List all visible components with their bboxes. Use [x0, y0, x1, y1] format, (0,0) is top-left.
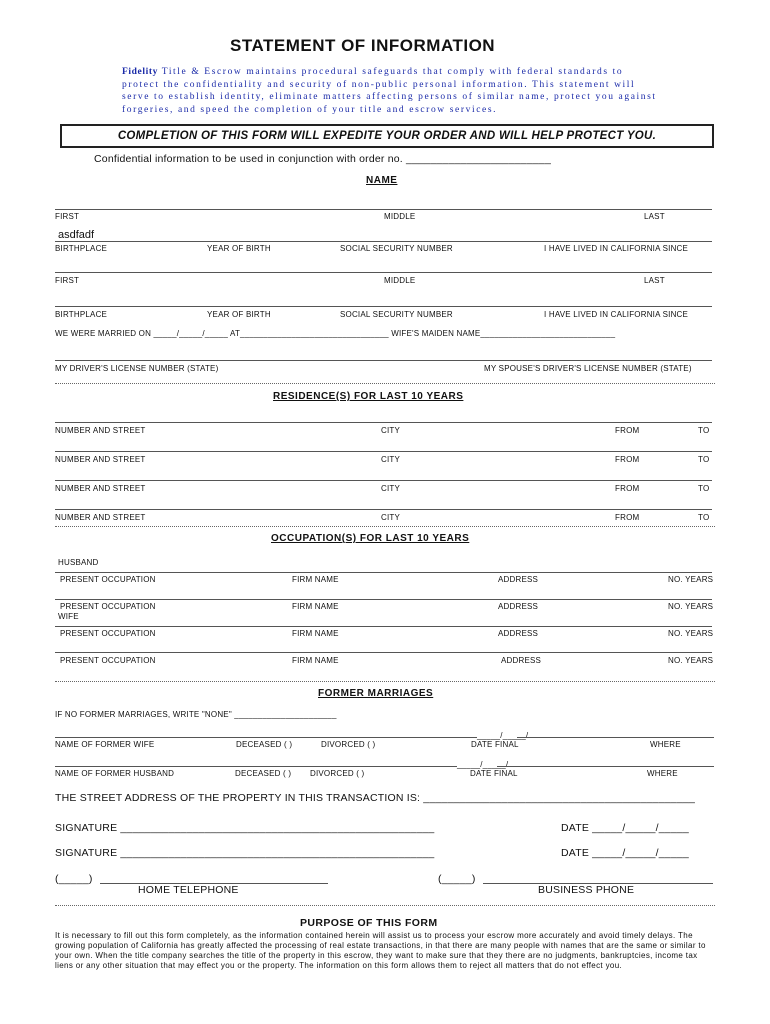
ssn-label: SOCIAL SECURITY NUMBER — [340, 244, 453, 253]
from-label: FROM — [615, 484, 640, 493]
name-heading: NAME — [366, 175, 398, 186]
middle-label-2: MIDDLE — [384, 276, 416, 285]
present-occupation-label: PRESENT OCCUPATION — [60, 575, 156, 584]
date-field-1[interactable]: DATE _____/_____/_____ — [561, 822, 689, 834]
brand-name: Fidelity — [122, 67, 158, 77]
last-label-2: LAST — [644, 276, 665, 285]
where-label: WHERE — [650, 740, 681, 749]
former-wife-label: NAME OF FORMER WIFE — [55, 740, 155, 749]
home-area-code[interactable]: (_____) — [55, 873, 93, 885]
occupation-line[interactable] — [55, 572, 712, 573]
lived-since-label-2: I HAVE LIVED IN CALIFORNIA SINCE — [544, 310, 689, 319]
birth-line-1[interactable] — [55, 241, 712, 242]
deceased-checkbox-2[interactable]: DECEASED ( ) — [235, 769, 292, 778]
date-final-blank-2[interactable]: _____/_____/ — [457, 760, 509, 769]
divider — [55, 681, 715, 682]
present-occupation-label: PRESENT OCCUPATION — [60, 602, 156, 611]
years-label: NO. YEARS — [668, 602, 714, 611]
from-label: FROM — [615, 426, 640, 435]
residence-line[interactable] — [55, 451, 712, 452]
to-label: TO — [698, 513, 710, 522]
firm-name-label: FIRM NAME — [292, 656, 339, 665]
deceased-checkbox[interactable]: DECEASED ( ) — [236, 740, 293, 749]
city-label: CITY — [381, 484, 401, 493]
where-line-2[interactable] — [497, 766, 714, 767]
residence-heading: RESIDENCE(S) FOR LAST 10 YEARS — [273, 391, 464, 402]
address-label: ADDRESS — [498, 575, 539, 584]
notice-box: COMPLETION OF THIS FORM WILL EXPEDITE YOUR ORDER AND WILL HELP PROTECT YOU. — [60, 124, 714, 148]
husband-label: HUSBAND — [58, 558, 99, 567]
street-label: NUMBER AND STREET — [55, 455, 146, 464]
order-number-field[interactable]: Confidential information to be used in conjunction with order no. ________________________ — [94, 153, 551, 165]
occupation-line[interactable] — [55, 626, 712, 627]
street-label: NUMBER AND STREET — [55, 513, 146, 522]
signature-field-2[interactable]: SIGNATURE ____________________________________________________ — [55, 847, 435, 859]
page-title: STATEMENT OF INFORMATION — [230, 36, 496, 55]
divider — [55, 383, 715, 384]
present-occupation-label: PRESENT OCCUPATION — [60, 629, 156, 638]
city-label: CITY — [381, 513, 401, 522]
former-husband-line[interactable] — [55, 766, 457, 767]
birthplace-input[interactable] — [58, 228, 358, 242]
firm-name-label: FIRM NAME — [292, 629, 339, 638]
name-line-1[interactable] — [55, 209, 712, 210]
signature-field-1[interactable]: SIGNATURE ____________________________________________________ — [55, 822, 435, 834]
where-line[interactable] — [517, 737, 714, 738]
birth-line-2[interactable] — [55, 306, 712, 307]
to-label: TO — [698, 484, 710, 493]
lived-since-label: I HAVE LIVED IN CALIFORNIA SINCE — [544, 244, 689, 253]
occupation-line[interactable] — [55, 652, 712, 653]
date-final-label: DATE FINAL — [471, 740, 519, 749]
spouse-license-label: MY SPOUSE'S DRIVER'S LICENSE NUMBER (STATE) — [484, 364, 692, 373]
business-phone-label: BUSINESS PHONE — [538, 884, 635, 896]
business-area-code[interactable]: (_____) — [438, 873, 476, 885]
firm-name-label: FIRM NAME — [292, 575, 339, 584]
name-line-2[interactable] — [55, 272, 712, 273]
year-of-birth-label: YEAR OF BIRTH — [207, 244, 271, 253]
wife-label: WIFE — [58, 612, 79, 621]
license-line[interactable] — [55, 360, 712, 361]
to-label: TO — [698, 426, 710, 435]
firm-name-label: FIRM NAME — [292, 602, 339, 611]
birthplace-label-2: BIRTHPLACE — [55, 310, 108, 319]
divorced-checkbox[interactable]: DIVORCED ( ) — [321, 740, 376, 749]
date-final-blank[interactable]: _____/_____/ — [477, 731, 529, 740]
middle-label: MIDDLE — [384, 212, 416, 221]
address-label: ADDRESS — [498, 602, 539, 611]
city-label: CITY — [381, 426, 401, 435]
street-label: NUMBER AND STREET — [55, 426, 146, 435]
city-label: CITY — [381, 455, 401, 464]
last-label: LAST — [644, 212, 665, 221]
residence-line[interactable] — [55, 509, 712, 510]
years-label: NO. YEARS — [668, 629, 714, 638]
to-label: TO — [698, 455, 710, 464]
year-of-birth-label-2: YEAR OF BIRTH — [207, 310, 271, 319]
years-label: NO. YEARS — [668, 656, 714, 665]
divider — [55, 526, 715, 527]
divorced-checkbox-2[interactable]: DIVORCED ( ) — [310, 769, 365, 778]
residence-line[interactable] — [55, 480, 712, 481]
home-telephone-label: HOME TELEPHONE — [138, 884, 239, 896]
no-former-marriages-field[interactable]: IF NO FORMER MARRIAGES, WRITE "NONE" ______________________ — [55, 710, 337, 719]
address-label: ADDRESS — [501, 656, 542, 665]
former-marriages-heading: FORMER MARRIAGES — [318, 688, 434, 699]
date-final-label-2: DATE FINAL — [470, 769, 518, 778]
birthplace-label: BIRTHPLACE — [55, 244, 108, 253]
drivers-license-label: MY DRIVER'S LICENSE NUMBER (STATE) — [55, 364, 219, 373]
date-field-2[interactable]: DATE _____/_____/_____ — [561, 847, 689, 859]
purpose-heading: PURPOSE OF THIS FORM — [300, 917, 438, 929]
property-address-field[interactable]: THE STREET ADDRESS OF THE PROPERTY IN THIS TRANSACTION IS: _____________________________________________ — [55, 792, 696, 804]
intro-text: Title & Escrow maintains procedural safeguards that comply with federal standards to protect the confidentiality and security of non-public personal information. This statement will serve to establish identity, eliminate matters affecting persons of similar name, protect you against forgeries, and speed the completion of your title and escrow services. — [122, 67, 657, 115]
divider — [55, 905, 715, 906]
ssn-label-2: SOCIAL SECURITY NUMBER — [340, 310, 453, 319]
residence-line[interactable] — [55, 422, 712, 423]
former-wife-line[interactable] — [55, 737, 477, 738]
first-label-2: FIRST — [55, 276, 80, 285]
years-label: NO. YEARS — [668, 575, 714, 584]
purpose-text: It is necessary to fill out this form completely, as the information contained herein will assist us to process your escrow more accurately and avoid timely delays. The growing population of California has greatly affected the processing of real estate transactions, in that there are many people with names that are the same or similar to your own. When the title company searches the title of the property in this escrow, they want to make sure that they there are no judgments, bankruptcies, income tax liens or any other situation that may effect you or the property. The information on this form allows them to reject all matters that do not effect you. — [55, 931, 706, 970]
address-label: ADDRESS — [498, 629, 539, 638]
occupation-heading: OCCUPATION(S) FOR LAST 10 YEARS — [271, 533, 470, 544]
intro-paragraph — [122, 66, 662, 116]
married-on-field[interactable]: WE WERE MARRIED ON _____/_____/_____ AT________________________________ WIFE'S MAIDEN NAME_____________________________ — [55, 329, 616, 338]
first-label: FIRST — [55, 212, 80, 221]
where-label-2: WHERE — [647, 769, 678, 778]
from-label: FROM — [615, 513, 640, 522]
street-label: NUMBER AND STREET — [55, 484, 146, 493]
occupation-line[interactable] — [55, 599, 712, 600]
former-husband-label: NAME OF FORMER HUSBAND — [55, 769, 175, 778]
present-occupation-label: PRESENT OCCUPATION — [60, 656, 156, 665]
from-label: FROM — [615, 455, 640, 464]
